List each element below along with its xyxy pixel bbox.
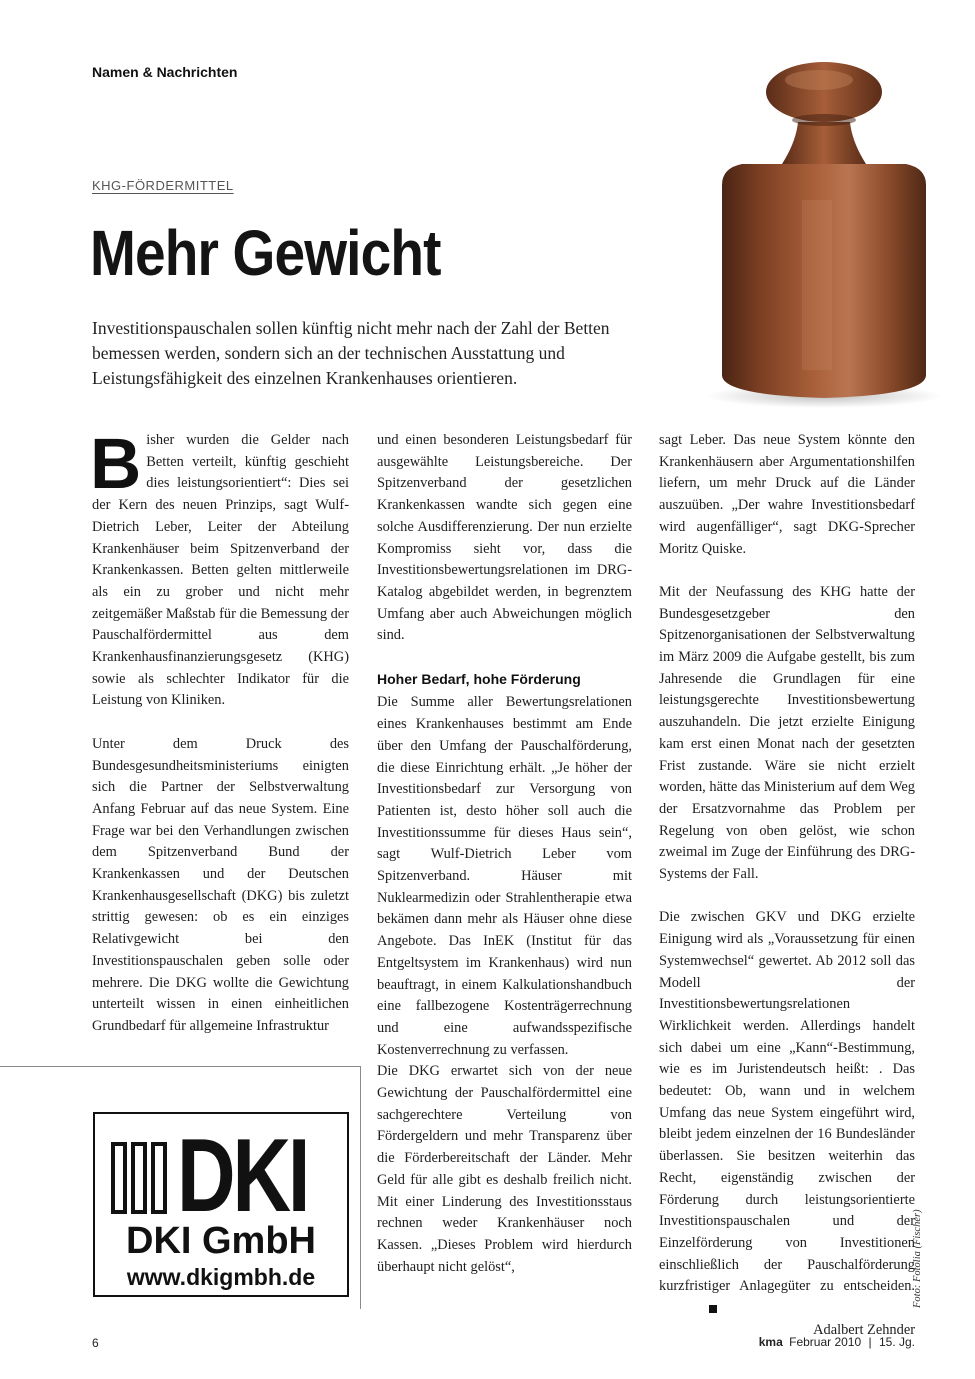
article-lead: Investitionspauschalen sollen künftig nicht mehr nach der Zahl der Betten bemessen werden, sondern sich an der technischen Ausstattung und Leistungsfähigkeit des einzelnen Krankenhauses orientieren. <box>92 318 610 388</box>
paragraph: Die Summe aller Bewertungsrelationen eines Krankenhauses bestimmt am Ende über den Umfang der Pauschalförderung, die diese Einrichtung erhält. „Je höher der Investitionsbedarf zur Versorgung von Patienten ist, desto höher soll auch die Investitionssumme für dieses Haus sein“, sagt Wulf-Dietrich Leber vom Spitzenverband. Häuser mit Nuklearmedizin oder Strahlentherapie etwa bekämen dann mehr als Häuser ohne diese Angebote. Das InEK (Institut für das Entgeltsystem im Krankenhaus) wird nun beauftragt, in einem Kalkulationshandbuch eine fallbezogene Kostenträgerrechnung und eine aufwandsspezifische Kostenverrechnung zu verfassen. <box>377 694 632 1058</box>
magazine-brand: kma <box>758 1335 783 1349</box>
article-column-1 <box>90 425 349 1038</box>
paragraph: Unter dem Druck des Bundesgesundheitsministeriums einigten sich die Partner der Selbstverwaltung Anfang Februar auf das neue System. Eine Frage war bei den Verhandlungen zwischen dem Spitzenverband Bund der Krankenkassen und der Deutschen Krankenhausgesellschaft (DKG) bis zuletzt strittig gewesen: ob es ein einziges Relativgewicht bei den Investitionspauschalen geben solle oder mehrere. Die DKG wollte die Gewichtung unterteilt wissen in einen einheitlichen Grundbedarf für allgemeine Infrastruktur <box>92 735 349 1034</box>
dki-logo <box>109 1118 335 1234</box>
dropcap: B <box>90 425 142 504</box>
page-number: 6 <box>92 1336 99 1350</box>
subheading: Hoher Bedarf, hohe Förderung <box>377 670 581 687</box>
footer-separator: | <box>868 1335 872 1349</box>
issue-date: Februar 2010 <box>789 1335 862 1349</box>
dki-logo-text: DKI <box>177 1118 308 1234</box>
paragraph <box>90 425 349 712</box>
paragraph: und einen besonderen Leistungsbedarf für ausgewählte Leistungsbereiche. Der Spitzenverband der gesetzlichen Krankenkassen wandte sich gegen eine solche Ausdifferenzierung. Der nun erzielte Kompromiss sieht vor, dass die Investitionsbewertungsrelationen im DRG-Katalog abgebildet werden, in begrenztem Umfang aber auch Abweichungen möglich sind. <box>377 432 632 644</box>
author-name: Adalbert Zehnder <box>813 1321 915 1338</box>
ad-url-link[interactable]: www.dkigmbh.de <box>126 1264 316 1290</box>
dki-advertisement[interactable] <box>93 1112 349 1297</box>
ad-divider-horizontal <box>0 1066 361 1067</box>
ad-divider-vertical <box>360 1066 361 1309</box>
article-column-3 <box>659 430 915 1342</box>
kicker-link[interactable]: KHG-FÖRDERMITTEL <box>92 178 234 193</box>
article-column-2 <box>377 430 632 1278</box>
paragraph: Mit der Neufassung des KHG hatte der Bundesgesetzgeber den Spitzenorganisationen der Selbstverwaltung im März 2009 die Aufgabe gestellt, bis zum Jahresende die Grundlagen für eine leistungsgerechte Investitionsbewertung auszuhandeln. Die jetzt erzielte Einigung kam erst einen Monat nach der gesetzten Frist zustande. Wäre sie nicht erzielt worden, hätte das Ministerium auf dem Weg der Ersatzvornahme das Problem per Regelung von oben gelöst, wie schon zweimal im Zuge der Einführung des DRG-Systems der Fall. <box>659 583 915 883</box>
paragraph-text: isher wurden die Gelder nach Betten verteilt, künftig geschieht dies leistungsorientiert“: Dies sei der Kern des neuen Prinzips, sagt Wulf-Dietrich Leber, Leiter der Abteilung Krankenhäuser beim Spitzenverband der Krankenkassen. Betten gelten mittlerweile als ein zu grober und nicht mehr zeitgemäßer Maßstab für die Bemessung der Pauschalfördermittel aus dem Krankenhausfinanzierungsgesetz (KHG) sowie als schlechter Indikator für die Leistung von Kliniken. <box>92 432 349 709</box>
paragraph-text: Die zwischen GKV und DKG erzielte Einigung wird als „Voraussetzung für einen Systemwechsel“ gewertet. Ab 2012 soll das Modell der Investitionsbewertungsrelationen Wirklichkeit werden. Allerdings handelt sich dabei um eine „Kann“-Bestimmung, wie es im Juristendeutsch heißt: . Das bedeutet: Ob, wann und in welchem Umfang das neue System eingeführt wird, bleibt jedem einzelnen der 16 Bundesländer überlassen. Sie besitzen weiterhin das Recht, eigenständig zwischen der Förderung durch leistungsorientierte Investitionspauschalen und der Einzelförderung von Investitionen einschließlich der Pauschalförderung kurzfristiger Anlagegüter zu entscheiden. <box>659 909 915 1295</box>
paragraph: Die DKG erwartet sich von der neue Gewichtung der Pauschalfördermittel eine sachgerechtere Verteilung von Fördergeldern und mehr Transparenz über die Förderbereitschaft der Länder. Mehr Geld für alle gibt es deshalb freilich nicht. Mit einer Linderung des Investitionsstaus rechnen weder Krankenhäuser noch Kassen. „Dieses Problem wird hierdurch überhaupt nicht gelöst“, <box>377 1063 632 1275</box>
article-title: Mehr Gewicht <box>90 217 441 289</box>
ad-company-name: DKI GmbH <box>126 1220 316 1262</box>
paragraph: sagt Leber. Das neue System könnte den Krankenhäusern aber Argumentationshilfen liefern, um mehr Druck auf die Länder auszuüben. „Der wahre Investitionsbedarf wird augenfälliger“, sagt DKG-Sprecher Moritz Quiske. <box>659 432 915 557</box>
dki-logo-bars-icon <box>109 1124 179 1224</box>
volume: 15. Jg. <box>878 1335 915 1349</box>
section-label: Namen & Nachrichten <box>92 64 238 80</box>
footer-issue-info <box>759 1335 915 1349</box>
rusty-weight-photo <box>704 50 944 410</box>
end-mark-icon <box>709 1305 717 1313</box>
photo-credit: Foto: Fotolia (Fischer) <box>912 1209 923 1308</box>
